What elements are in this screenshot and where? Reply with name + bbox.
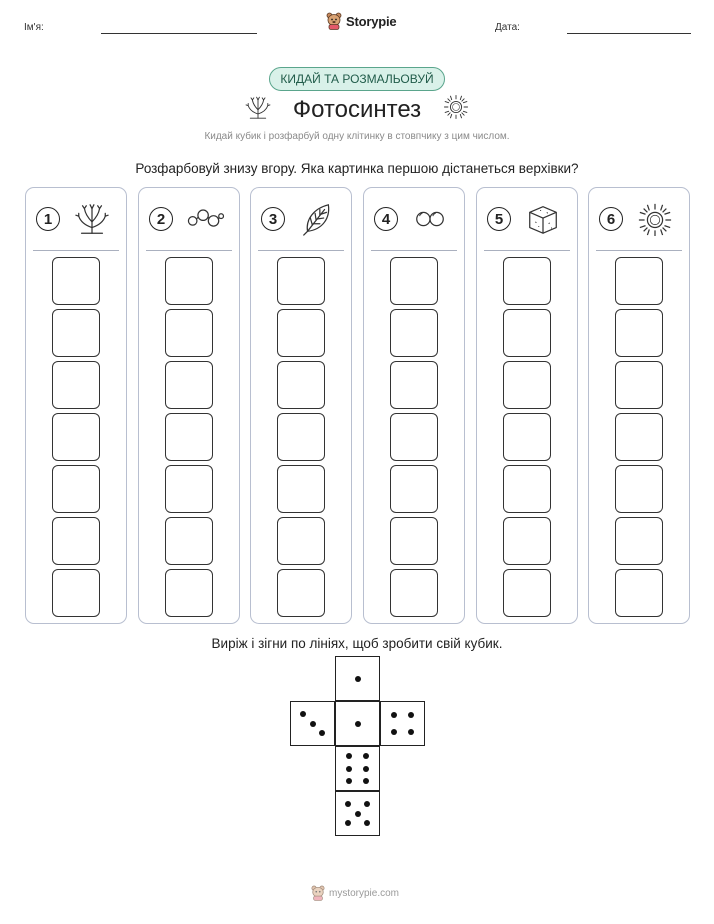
- color-cell[interactable]: [52, 361, 100, 409]
- activity-badge: КИДАЙ ТА РОЗМАЛЬОВУЙ: [269, 67, 445, 91]
- color-cell[interactable]: [390, 569, 438, 617]
- die-pip: [319, 730, 325, 736]
- color-cell[interactable]: [615, 257, 663, 305]
- color-cell[interactable]: [615, 569, 663, 617]
- color-cell[interactable]: [277, 413, 325, 461]
- column-divider: [146, 250, 232, 251]
- color-cell[interactable]: [503, 517, 551, 565]
- column-6: [588, 187, 690, 624]
- column-header: [251, 188, 351, 250]
- color-cell[interactable]: [277, 257, 325, 305]
- die-pip: [345, 820, 351, 826]
- die-pip: [364, 820, 370, 826]
- sugar-cube-icon: [523, 201, 563, 237]
- color-cell[interactable]: [165, 309, 213, 357]
- bear-mascot-icon: [311, 885, 325, 901]
- color-cell[interactable]: [277, 361, 325, 409]
- column-header: [589, 188, 689, 250]
- leaf-icon: [297, 201, 337, 237]
- die-pip: [391, 712, 397, 718]
- die-pip: [310, 721, 316, 727]
- color-cell[interactable]: [503, 413, 551, 461]
- color-cell[interactable]: [277, 517, 325, 565]
- brand-logo: [326, 12, 396, 30]
- die-pip: [355, 811, 361, 817]
- die-pip: [363, 766, 369, 772]
- color-cell[interactable]: [52, 465, 100, 513]
- column-header: [139, 188, 239, 250]
- column-divider: [33, 250, 119, 251]
- color-cell[interactable]: [390, 465, 438, 513]
- page-title: Фотосинтез: [292, 96, 422, 123]
- die-pip: [408, 712, 414, 718]
- die-face-4: [380, 701, 425, 746]
- color-cell[interactable]: [615, 413, 663, 461]
- brand-name: Storypie: [346, 13, 397, 29]
- column-number: 6: [599, 207, 623, 231]
- color-cell[interactable]: [165, 465, 213, 513]
- page-subtitle: Кидай кубик і розфарбуй одну клітинку в стовпчику з цим числом.: [204, 131, 510, 142]
- die-face-1: [335, 701, 380, 746]
- column-divider: [371, 250, 457, 251]
- color-cell[interactable]: [615, 517, 663, 565]
- color-cell[interactable]: [615, 309, 663, 357]
- color-cell[interactable]: [52, 413, 100, 461]
- column-5: [476, 187, 578, 624]
- color-cell[interactable]: [503, 569, 551, 617]
- sun-icon: [635, 201, 675, 237]
- color-cell[interactable]: [390, 361, 438, 409]
- die-pip: [363, 753, 369, 759]
- column-divider: [596, 250, 682, 251]
- color-cell[interactable]: [615, 465, 663, 513]
- column-4: [363, 187, 465, 624]
- cube-caption: Виріж і зігни по лініях, щоб зробити свій кубик.: [211, 636, 503, 651]
- color-cell[interactable]: [390, 257, 438, 305]
- two-bubbles-icon: [410, 201, 450, 237]
- color-cell[interactable]: [165, 517, 213, 565]
- footer-url[interactable]: mystorypie.com: [329, 887, 400, 899]
- die-pip: [391, 729, 397, 735]
- date-line[interactable]: [567, 33, 691, 34]
- molecule-chain-icon: [185, 201, 225, 237]
- die-pip: [345, 801, 351, 807]
- color-cell[interactable]: [52, 569, 100, 617]
- color-cell[interactable]: [503, 257, 551, 305]
- die-pip: [355, 676, 361, 682]
- name-line[interactable]: [101, 33, 257, 34]
- column-header: [477, 188, 577, 250]
- column-divider: [258, 250, 344, 251]
- bear-mascot-icon: [326, 12, 342, 30]
- die-pip: [300, 711, 306, 717]
- instruction-text: Розфарбовуй знизу вгору. Яка картинка першою дістанеться верхівки?: [135, 161, 579, 176]
- name-label: Ім'я:: [24, 22, 44, 33]
- color-cell[interactable]: [165, 361, 213, 409]
- column-number: 5: [487, 207, 511, 231]
- color-cell[interactable]: [52, 257, 100, 305]
- column-number: 4: [374, 207, 398, 231]
- column-1: [25, 187, 127, 624]
- die-pip: [364, 801, 370, 807]
- column-number: 3: [261, 207, 285, 231]
- die-pip: [346, 778, 352, 784]
- die-pip: [346, 766, 352, 772]
- color-cell[interactable]: [390, 309, 438, 357]
- die-face-1: [335, 656, 380, 701]
- die-face-3: [290, 701, 335, 746]
- color-cell[interactable]: [165, 257, 213, 305]
- die-pip: [408, 729, 414, 735]
- column-number: 1: [36, 207, 60, 231]
- color-cell[interactable]: [52, 517, 100, 565]
- column-header: [364, 188, 464, 250]
- color-cell[interactable]: [277, 465, 325, 513]
- footer: [311, 885, 399, 901]
- column-2: [138, 187, 240, 624]
- column-number: 2: [149, 207, 173, 231]
- color-cell[interactable]: [615, 361, 663, 409]
- sun-icon: [442, 93, 470, 121]
- die-pip: [355, 721, 361, 727]
- die-face-6: [335, 746, 380, 791]
- color-cell[interactable]: [390, 413, 438, 461]
- coral-plant-icon: [72, 201, 112, 237]
- coral-plant-icon: [244, 93, 272, 121]
- column-header: [26, 188, 126, 250]
- color-cell[interactable]: [503, 309, 551, 357]
- color-cell[interactable]: [165, 413, 213, 461]
- color-cell[interactable]: [503, 361, 551, 409]
- dice-cube-net[interactable]: [290, 656, 426, 836]
- color-cell[interactable]: [277, 569, 325, 617]
- column-divider: [484, 250, 570, 251]
- color-cell[interactable]: [503, 465, 551, 513]
- color-cell[interactable]: [277, 309, 325, 357]
- die-pip: [363, 778, 369, 784]
- color-cell[interactable]: [390, 517, 438, 565]
- color-cell[interactable]: [52, 309, 100, 357]
- date-label: Дата:: [495, 22, 520, 33]
- die-face-5: [335, 791, 380, 836]
- column-3: [250, 187, 352, 624]
- die-pip: [346, 753, 352, 759]
- color-cell[interactable]: [165, 569, 213, 617]
